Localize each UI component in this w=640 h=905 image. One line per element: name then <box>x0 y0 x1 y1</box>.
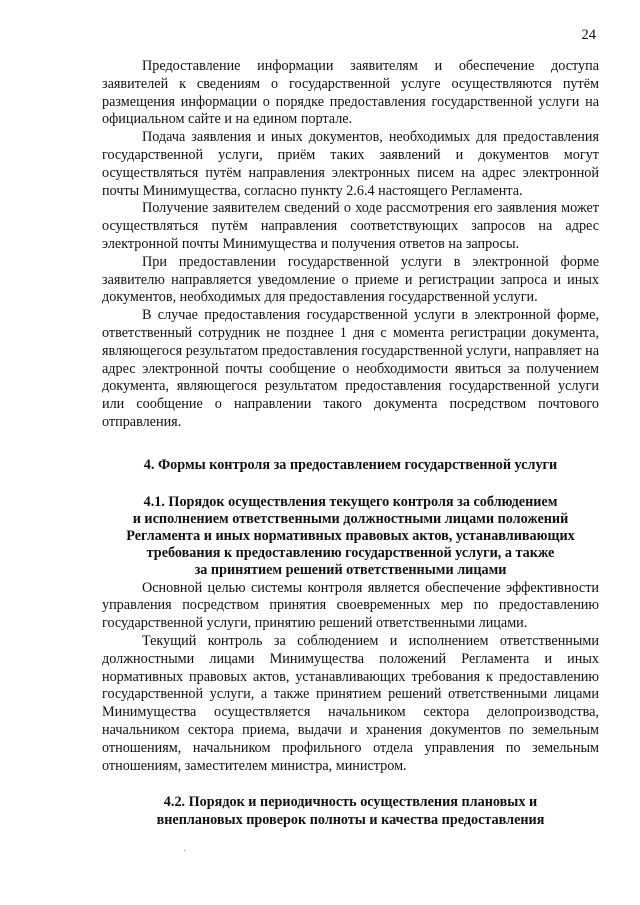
paragraph-electronic-notification: При предоставлении государственной услуги в электронной форме заявителю направляется уведомление о приеме и регистрации запроса и иных документов, необходимых для предоставления государственной услуги. <box>102 253 599 306</box>
heading-line: внеплановых проверок полноты и качества предоставления <box>156 811 545 828</box>
paragraph-electronic-result: В случае предоставления государственной услуги в электронной форме, ответственный сотрудник не позднее 1 дня с момента регистрации документа, являющегося результатом предоставления государственной услуги, направляет на адрес электронной почты сообщение о необходимости явиться за получением документа, являющегося результатом предоставления государственной услуги или сообщение о направлении такого документа посредством почтового отправления. <box>102 307 599 430</box>
heading-line: 4.1. Порядок осуществления текущего контроля за соблюдением <box>143 493 558 510</box>
heading-line: 4.2. Порядок и периодичность осуществления плановых и <box>163 794 538 811</box>
section-4-2-heading <box>102 794 599 828</box>
scan-speck <box>184 850 185 851</box>
section-4-1-heading <box>102 494 599 580</box>
paragraph-application-submission: Подача заявления и иных документов, необходимых для предоставления государственной услуги, приём таких заявлений и документов могут осуществляться путём направления электронных писем на адрес электронной почты Минимущества, согласно пункту 2.6.4 настоящего Регламента. <box>102 129 599 199</box>
heading-line: требования к предоставлению государственной услуги, а также <box>146 545 555 562</box>
heading-line: за принятием решений ответственными лицами <box>194 562 507 579</box>
paragraph-control-goal: Основной целью системы контроля является обеспечение эффективности управления посредством принятия своевременных мер по предоставлению государственной услуги, принятию решений ответственными лицами. <box>102 579 599 632</box>
page-content <box>102 58 599 829</box>
heading-line: Регламента и иных нормативных правовых актов, устанавливающих <box>126 527 575 544</box>
section-4-heading: 4. Формы контроля за предоставлением государственной услуги <box>143 456 558 473</box>
paragraph-current-control: Текущий контроль за соблюдением и исполнением ответственными должностными лицами Минимущества положений Регламента и иных нормативных правовых актов, устанавливающих требования к предоставлению государственной услуги, а также принятием решений ответственными лицами Минимущества осуществляется начальником сектора делопроизводства, начальником сектора приема, выдачи и хранения документов по земельным отношениям, начальником профильного отдела управления по земельным отношениям, заместителем министра, министром. <box>102 632 599 774</box>
paragraph-status-information: Получение заявителем сведений о ходе рассмотрения его заявления может осуществляться путём направления соответствующих запросов на адрес электронной почты Минимущества и получения ответов на запросы. <box>102 200 599 252</box>
page-number: 24 <box>581 27 596 43</box>
heading-line: и исполнением ответственными должностными лицами положений <box>132 510 569 527</box>
paragraph-info-provision: Предоставление информации заявителям и обеспечение доступа заявителей к сведениям о государственной услуге осуществляются путём размещения информации о порядке предоставления государственной услуги на официальном сайте и на едином портале. <box>102 58 599 128</box>
